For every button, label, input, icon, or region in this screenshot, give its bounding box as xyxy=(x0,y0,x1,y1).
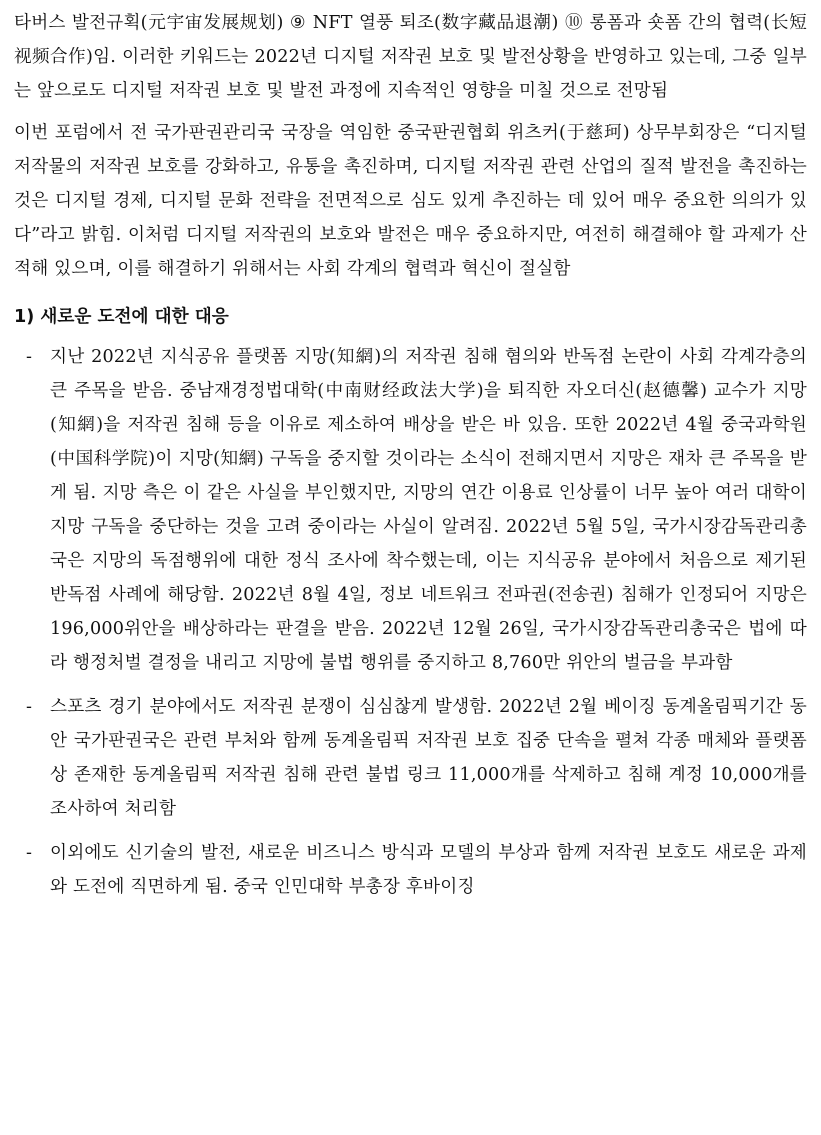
bullet-text-sports: 스포츠 경기 분야에서도 저작권 분쟁이 심심찮게 발생함. 2022년 2월 베이징 동계올림픽기간 동안 국가판권국은 관련 부처와 함께 동계올림픽 저작권 보호 집중 단속을 펼쳐 각종 매체와 플랫폼상 존재한 동계올림픽 저작권 침해 관련 불법 링크 11,000개를 삭제하고 침해 계정 10,000개를 조사하여 처리함 xyxy=(50,697,807,819)
intro-paragraph: 타버스 발전규획(元宇宙发展规划) ⑨ NFT 열풍 퇴조(数字藏品退潮) ⑩ 롱폼과 숏폼 간의 협력(长短视频合作)임. 이러한 키워드는 2022년 디지털 저작권 보호 및 발전상황을 반영하고 있는데, 그중 일부는 앞으로도 디지털 저작권 보호 및 발전 과정에 지속적인 영향을 미칠 것으로 전망됨 xyxy=(14,13,807,101)
bullet-item-new-tech xyxy=(14,836,807,904)
bullet-list xyxy=(14,340,807,904)
section-heading: 1) 새로운 도전에 대한 대응 xyxy=(14,307,229,327)
bullet-dash: - xyxy=(26,697,32,717)
bullet-item-sports xyxy=(14,690,807,826)
bullet-dash: - xyxy=(26,843,32,863)
bullet-dash: - xyxy=(26,347,32,367)
bullet-item-cnki xyxy=(14,340,807,680)
forum-paragraph: 이번 포럼에서 전 국가판권관리국 국장을 역임한 중국판권협회 위츠커(于慈珂) 상무부회장은 “디지털 저작물의 저작권 보호를 강화하고, 유통을 촉진하며, 디지털 저작권 관련 산업의 질적 발전을 촉진하는 것은 디지털 경제, 디지털 문화 전략을 전면적으로 심도 있게 추진하는 데 있어 매우 중요한 의의가 있다”라고 밝힘. 이처럼 디지털 저작권의 보호와 발전은 매우 중요하지만, 여전히 해결해야 할 과제가 산적해 있으며, 이를 해결하기 위해서는 사회 각계의 협력과 혁신이 절실함 xyxy=(14,123,807,279)
bullet-text-cnki: 지난 2022년 지식공유 플랫폼 지망(知網)의 저작권 침해 혐의와 반독점 논란이 사회 각계각층의 큰 주목을 받음. 중남재경정법대학(中南财经政法大学)을 퇴직한 자오더신(赵德馨) 교수가 지망(知網)을 저작권 침해 등을 이유로 제소하여 배상을 받은 바 있음. 또한 2022년 4월 중국과학원(中国科学院)이 지망(知網) 구독을 중지할 것이라는 소식이 전해지면서 지망은 재차 큰 주목을 받게 됨. 지망 측은 이 같은 사실을 부인했지만, 지망의 연간 이용료 인상률이 너무 높아 여러 대학이 지망 구독을 중단하는 것을 고려 중이라는 사실이 알려짐. 2022년 5월 5일, 국가시장감독관리총국은 지망의 독점행위에 대한 정식 조사에 착수했는데, 이는 지식공유 분야에서 처음으로 제기된 반독점 사례에 해당함. 2022년 8월 4일, 정보 네트워크 전파권(전송권) 침해가 인정되어 지망은 196,000위안을 배상하라는 판결을 받음. 2022년 12월 26일, 국가시장감독관리총국은 법에 따라 행정처벌 결정을 내리고 지망에 불법 행위를 중지하고 8,760만 위안의 벌금을 부과함 xyxy=(50,347,807,673)
bullet-text-new-tech: 이외에도 신기술의 발전, 새로운 비즈니스 방식과 모델의 부상과 함께 저작권 보호도 새로운 과제와 도전에 직면하게 됨. 중국 인민대학 부총장 후바이징 xyxy=(50,843,807,897)
